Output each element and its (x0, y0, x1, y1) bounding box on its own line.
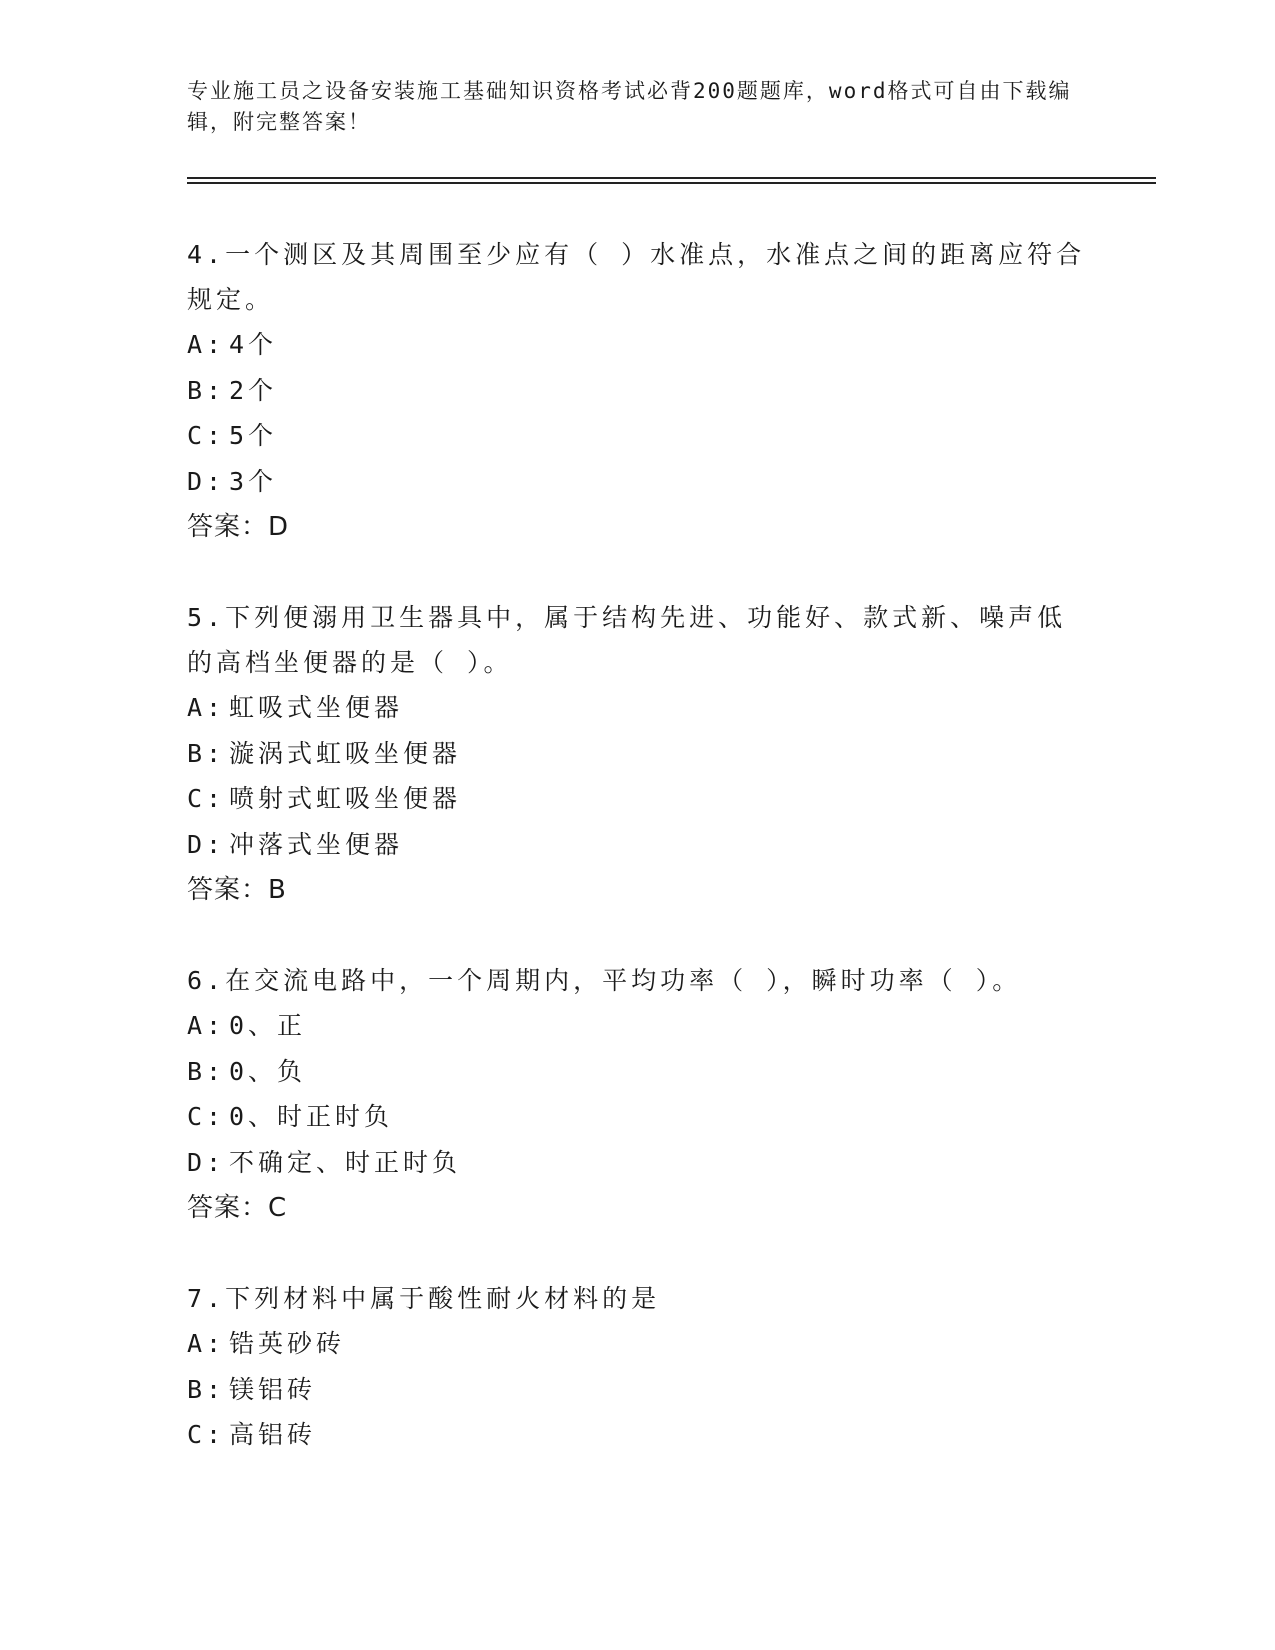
option-text: 喷射式虹吸坐便器 (229, 784, 462, 813)
option-letter: A: (187, 1011, 226, 1040)
option-text: 镁铝砖 (229, 1374, 317, 1404)
option-text: 虹吸式坐便器 (229, 693, 404, 722)
option-d (187, 459, 1087, 505)
option-b (187, 1367, 1087, 1413)
question-stem: 5.下列便溺用卫生器具中，属于结构先进、功能好、款式新、噪声低的高档坐便器的是（ ）。 (187, 603, 1067, 677)
option-a (187, 1321, 1087, 1367)
option-text: 5个 (229, 421, 278, 450)
option-text: 冲落式坐便器 (229, 829, 404, 859)
option-letter: B: (187, 375, 226, 405)
option-text: 0、负 (229, 1056, 307, 1086)
option-letter: B: (187, 1374, 226, 1404)
option-c (187, 413, 1087, 459)
option-c (187, 1412, 1087, 1458)
option-letter: A: (187, 330, 226, 359)
answer-label: 答案：C (187, 1193, 288, 1223)
option-text: 4个 (229, 330, 278, 359)
question-7 (187, 1276, 1087, 1458)
option-text: 0、时正时负 (229, 1102, 394, 1131)
option-d (187, 822, 1087, 868)
header-divider-bottom (187, 182, 1156, 184)
document-header: 专业施工员之设备安装施工基础知识资格考试必背200题题库，word格式可自由下载编辑，附完整答案！ (187, 79, 1072, 134)
answer-label: 答案：B (187, 875, 287, 905)
option-text: 3个 (229, 466, 278, 496)
option-letter: C: (187, 784, 226, 813)
option-c (187, 1094, 1087, 1140)
answer-label: 答案：D (187, 512, 290, 542)
question-5 (187, 595, 1087, 913)
option-letter: D: (187, 829, 226, 859)
option-text: 漩涡式虹吸坐便器 (229, 738, 462, 768)
option-text: 锆英砂砖 (229, 1329, 346, 1358)
option-d (187, 1140, 1087, 1186)
option-a (187, 685, 1087, 731)
option-text: 不确定、时正时负 (229, 1147, 462, 1177)
option-letter: A: (187, 693, 226, 722)
option-b (187, 368, 1087, 414)
option-letter: B: (187, 738, 226, 768)
question-stem: 4.一个测区及其周围至少应有（ ）水准点，水准点之间的距离应符合规定。 (187, 240, 1086, 314)
question-4 (187, 232, 1087, 550)
question-stem: 6.在交流电路中，一个周期内，平均功率（ ），瞬时功率（ ）。 (187, 966, 1022, 995)
option-a (187, 322, 1087, 368)
option-a (187, 1003, 1087, 1049)
option-letter: C: (187, 1102, 226, 1131)
option-text: 高铝砖 (229, 1420, 317, 1449)
option-letter: A: (187, 1329, 226, 1358)
option-letter: D: (187, 466, 226, 496)
question-6 (187, 958, 1087, 1231)
option-letter: C: (187, 1420, 226, 1449)
option-b (187, 731, 1087, 777)
option-b (187, 1049, 1087, 1095)
option-text: 2个 (229, 375, 278, 405)
option-text: 0、正 (229, 1011, 307, 1040)
option-letter: C: (187, 421, 226, 450)
option-c (187, 776, 1087, 822)
option-letter: B: (187, 1056, 226, 1086)
question-stem: 7.下列材料中属于酸性耐火材料的是 (187, 1284, 661, 1313)
question-list (187, 232, 1087, 1503)
option-letter: D: (187, 1147, 226, 1177)
header-divider-top (187, 177, 1156, 179)
